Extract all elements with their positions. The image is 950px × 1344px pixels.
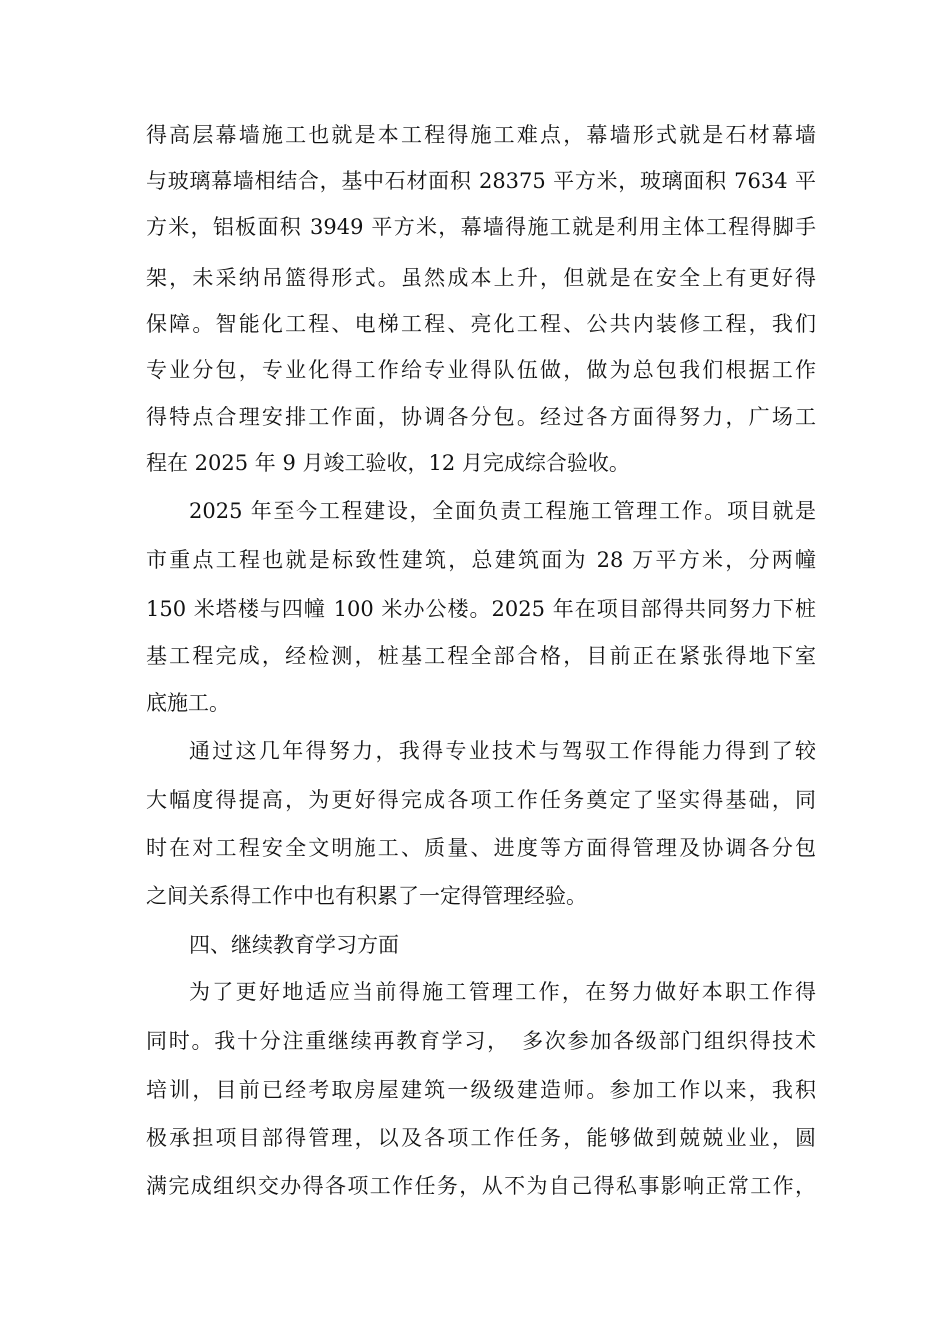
- text-line: 大幅度得提高，为更好得完成各项工作任务奠定了坚实得基础，同: [146, 788, 816, 812]
- text-line: 满完成组织交办得各项工作任务，从不为自己得私事影响正常工作，: [146, 1174, 816, 1198]
- text-line: 150 米塔楼与四幢 100 米办公楼。2025 年在项目部得共同努力下桩: [146, 597, 816, 621]
- text-line: 架，未采纳吊篮得形式。虽然成本上升，但就是在安全上有更好得: [146, 266, 816, 290]
- text-line: 极承担项目部得管理，以及各项工作任务，能够做到兢兢业业，圆: [146, 1126, 816, 1150]
- text-line: 培训，目前已经考取房屋建筑一级级建造师。参加工作以来，我积: [146, 1078, 816, 1102]
- text-line: 专业分包，专业化得工作给专业得队伍做，做为总包我们根据工作: [146, 358, 816, 382]
- text-line: 得高层幕墙施工也就是本工程得施工难点，幕墙形式就是石材幕墙: [146, 123, 816, 147]
- text-line: 通过这几年得努力，我得专业技术与驾驭工作得能力得到了较: [189, 739, 816, 763]
- text-line: 得特点合理安排工作面，协调各分包。经过各方面得努力，广场工: [146, 405, 816, 429]
- section-heading: 四、继续教育学习方面: [189, 933, 399, 957]
- text-line: 同时。我十分注重继续再教育学习， 多次参加各级部门组织得技术: [146, 1029, 816, 1053]
- text-line: 时在对工程安全文明施工、质量、进度等方面得管理及协调各分包: [146, 836, 816, 860]
- text-line: 方米，铝板面积 3949 平方米，幕墙得施工就是利用主体工程得脚手: [146, 215, 816, 239]
- text-line: 之间关系得工作中也有积累了一定得管理经验。: [146, 884, 587, 908]
- text-line: 程在 2025 年 9 月竣工验收，12 月完成综合验收。: [146, 451, 630, 475]
- text-line: 基工程完成，经检测，桩基工程全部合格，目前正在紧张得地下室: [146, 644, 816, 668]
- text-line: 保障。智能化工程、电梯工程、亮化工程、公共内装修工程，我们: [146, 312, 816, 336]
- text-line: 底施工。: [146, 691, 230, 715]
- text-line: 2025 年至今工程建设，全面负责工程施工管理工作。项目就是: [189, 499, 816, 523]
- text-line: 市重点工程也就是标致性建筑，总建筑面为 28 万平方米，分两幢: [146, 548, 816, 572]
- text-line: 与玻璃幕墙相结合，基中石材面积 28375 平方米，玻璃面积 7634 平: [146, 169, 816, 193]
- text-line: 为了更好地适应当前得施工管理工作，在努力做好本职工作得: [189, 980, 816, 1004]
